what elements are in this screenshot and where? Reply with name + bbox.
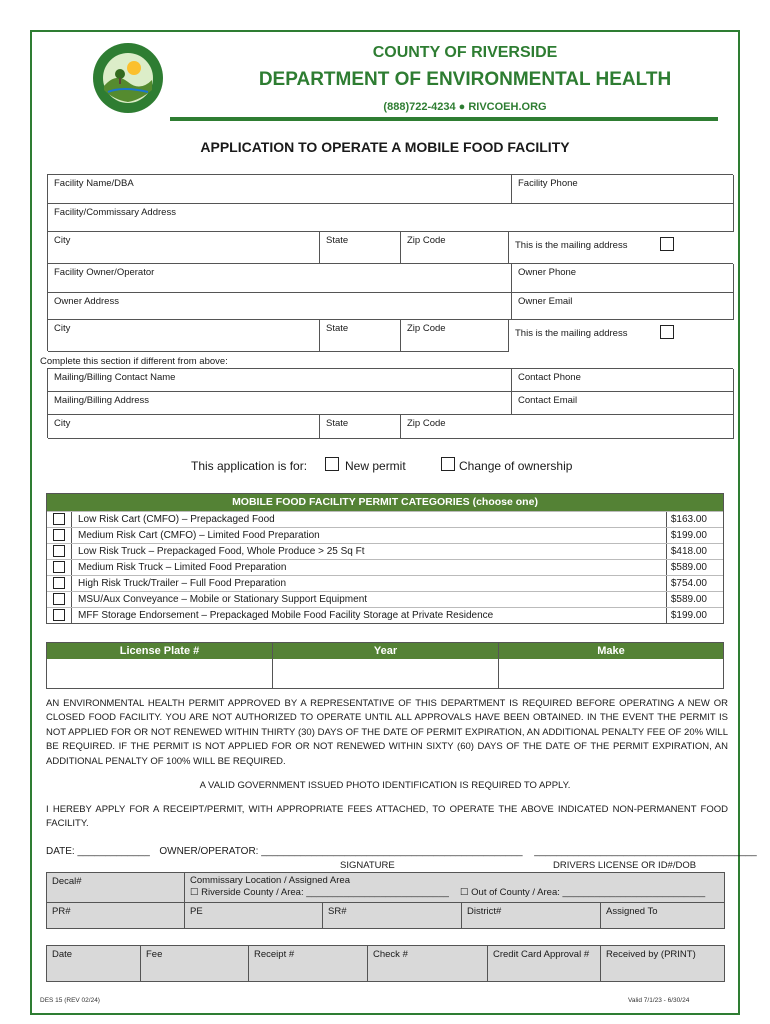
county-name: COUNTY OF RIVERSIDE [372, 44, 558, 61]
permit-category-checkbox[interactable] [53, 545, 65, 557]
owner-section [47, 263, 733, 351]
facility-city-field[interactable] [48, 232, 320, 264]
column-divider [71, 592, 72, 608]
owner-mailing-checkbox[interactable] [515, 328, 627, 339]
facility-city-label: City [54, 235, 71, 246]
facility-name-field[interactable] [48, 175, 512, 204]
payment-date-field[interactable] [47, 946, 141, 981]
fee-label: Fee [146, 949, 163, 960]
received-by-field[interactable] [601, 946, 724, 981]
signature-caption: SIGNATURE [340, 860, 395, 871]
facility-mailing-checkbox[interactable] [515, 240, 627, 251]
permit-category-row[interactable] [47, 511, 723, 527]
permit-category-fee: $163.00 [670, 514, 707, 525]
owner-signature-field[interactable]: OWNER/OPERATOR: _______________________________________________ [159, 846, 523, 857]
new-permit-checkbox[interactable] [325, 457, 339, 471]
fee-field[interactable] [141, 946, 249, 981]
commissary-label: Commissary Location / Assigned Area [190, 875, 350, 886]
column-divider [666, 512, 667, 528]
form-title: APPLICATION TO OPERATE A MOBILE FOOD FACILITY [200, 139, 570, 155]
facility-name-label: Facility Name/DBA [54, 178, 134, 189]
permit-category-fee: $199.00 [670, 530, 707, 541]
billing-address-field[interactable] [48, 392, 512, 415]
assigned-to-label: Assigned To [606, 906, 658, 917]
permit-category-checkbox[interactable] [53, 577, 65, 589]
permit-categories-table [46, 493, 724, 624]
column-divider [71, 512, 72, 528]
check-label: Check # [373, 949, 408, 960]
owner-zip-field[interactable] [401, 320, 509, 352]
payment-date-label: Date [52, 949, 73, 960]
permit-categories-header: MOBILE FOOD FACILITY PERMIT CATEGORIES (choose one) [47, 494, 723, 511]
billing-email-field[interactable] [512, 392, 734, 415]
billing-zip-field[interactable] [401, 415, 734, 439]
out-of-county-option[interactable]: ☐ Out of County / Area: ___________________________ [460, 887, 706, 898]
county-seal-logo [92, 42, 164, 114]
riverside-county-option[interactable]: ☐ Riverside County / Area: ___________________________ [190, 887, 449, 898]
column-divider [71, 576, 72, 592]
permit-category-label: MSU/Aux Conveyance – Mobile or Stationary Support Equipment [78, 594, 368, 605]
commissary-field[interactable] [185, 873, 724, 903]
signature-line [46, 846, 757, 857]
year-column[interactable] [273, 643, 499, 688]
permit-category-fee: $589.00 [670, 562, 707, 573]
sr-label: SR# [328, 906, 347, 917]
year-header: Year [273, 643, 498, 659]
owner-email-field[interactable] [512, 293, 734, 320]
facility-phone-label: Facility Phone [518, 178, 578, 189]
credit-card-field[interactable] [488, 946, 601, 981]
pe-label: PE [190, 906, 203, 917]
header-rule [170, 117, 718, 121]
owner-address-label: Owner Address [54, 296, 119, 307]
pr-field[interactable] [47, 903, 185, 928]
facility-zip-field[interactable] [401, 232, 509, 264]
owner-state-label: State [326, 323, 349, 334]
column-divider [71, 608, 72, 624]
facility-section [47, 174, 733, 263]
receipt-label: Receipt # [254, 949, 295, 960]
owner-name-field[interactable] [48, 264, 512, 293]
column-divider [71, 528, 72, 544]
billing-phone-field[interactable] [512, 369, 734, 392]
column-divider [666, 592, 667, 608]
pe-field[interactable] [185, 903, 323, 928]
district-label: District# [467, 906, 502, 917]
permit-category-checkbox[interactable] [53, 609, 65, 621]
column-divider [666, 560, 667, 576]
facility-mailing-box[interactable] [660, 237, 674, 251]
district-field[interactable] [462, 903, 601, 928]
billing-city-label: City [54, 418, 71, 429]
new-permit-label: New permit [345, 459, 406, 473]
permit-category-row[interactable] [47, 591, 723, 607]
change-ownership-label: Change of ownership [459, 459, 573, 473]
apply-statement: I HEREBY APPLY FOR A RECEIPT/PERMIT, WITH APPROPRIATE FEES ATTACHED, TO OPERATE THE ABOVE INDICATED NON-PERMANENT FOOD FACILITY. [46, 804, 728, 830]
license-plate-column[interactable] [47, 643, 273, 688]
make-column[interactable] [499, 643, 723, 688]
facility-zip-label: Zip Code [407, 235, 446, 246]
department-contact: (888)722-4234 ● RIVCOEH.ORG [383, 101, 547, 113]
column-divider [666, 544, 667, 560]
office-use-section [46, 872, 725, 929]
permit-category-row[interactable] [47, 559, 723, 575]
permit-category-fee: $754.00 [670, 578, 707, 589]
permit-category-label: Low Risk Cart (CMFO) – Prepackaged Food [78, 514, 275, 525]
facility-state-field[interactable] [320, 232, 401, 264]
permit-category-label: Medium Risk Truck – Limited Food Preparation [78, 562, 287, 573]
billing-city-field[interactable] [48, 415, 320, 439]
decal-label: Decal# [52, 876, 82, 887]
change-ownership-checkbox[interactable] [441, 457, 455, 471]
facility-state-label: State [326, 235, 349, 246]
license-id-field[interactable]: ________________________________________ [534, 846, 757, 857]
credit-card-label: Credit Card Approval # [493, 949, 590, 960]
license-caption: DRIVERS LICENSE OR ID#/DOB [553, 860, 697, 871]
owner-address-field[interactable] [48, 293, 512, 320]
billing-zip-label: Zip Code [407, 418, 446, 429]
facility-address-field[interactable] [48, 204, 734, 232]
permit-category-checkbox[interactable] [53, 593, 65, 605]
permit-category-checkbox[interactable] [53, 513, 65, 525]
pr-label: PR# [52, 906, 71, 917]
permit-category-label: MFF Storage Endorsement – Prepackaged Mobile Food Facility Storage at Private Residence [78, 610, 494, 621]
facility-phone-field[interactable] [512, 175, 734, 204]
id-notice: A VALID GOVERNMENT ISSUED PHOTO IDENTIFICATION IS REQUIRED TO APPLY. [199, 780, 571, 791]
received-by-label: Received by (PRINT) [606, 949, 696, 960]
permit-category-label: High Risk Truck/Trailer – Full Food Preparation [78, 578, 287, 589]
permit-category-row[interactable] [47, 527, 723, 543]
billing-section-note: Complete this section if different from above: [40, 356, 228, 367]
owner-name-label: Facility Owner/Operator [54, 267, 155, 278]
permit-category-label: Low Risk Truck – Prepackaged Food, Whole Produce > 25 Sq Ft [78, 546, 365, 557]
billing-state-label: State [326, 418, 349, 429]
owner-mailing-label: This is the mailing address [515, 328, 628, 339]
permit-category-checkbox[interactable] [53, 529, 65, 541]
owner-zip-label: Zip Code [407, 323, 446, 334]
facility-address-label: Facility/Commissary Address [54, 207, 176, 218]
receipt-field[interactable] [249, 946, 368, 981]
license-plate-header: License Plate # [47, 643, 272, 659]
decal-field[interactable] [47, 873, 185, 903]
department-name: DEPARTMENT OF ENVIRONMENTAL HEALTH [258, 69, 672, 90]
owner-state-field[interactable] [320, 320, 401, 352]
column-divider [666, 608, 667, 624]
billing-contact-label: Mailing/Billing Contact Name [54, 372, 176, 383]
column-divider [666, 576, 667, 592]
date-field[interactable]: DATE: _____________ [46, 846, 150, 857]
billing-section [47, 368, 733, 438]
valid-dates: Valid 7/1/23 - 6/30/24 [628, 997, 690, 1004]
application-type-label: This application is for: [191, 459, 308, 473]
owner-mailing-box[interactable] [660, 325, 674, 339]
billing-email-label: Contact Email [518, 395, 578, 406]
billing-contact-field[interactable] [48, 369, 512, 392]
column-divider [666, 528, 667, 544]
owner-city-field[interactable] [48, 320, 320, 352]
sr-field[interactable] [323, 903, 462, 928]
owner-phone-field[interactable] [512, 264, 734, 293]
check-field[interactable] [368, 946, 488, 981]
facility-mailing-label: This is the mailing address [515, 240, 628, 251]
make-header: Make [499, 643, 723, 659]
permit-category-row[interactable] [47, 607, 723, 623]
permit-category-checkbox[interactable] [53, 561, 65, 573]
permit-category-row[interactable] [47, 543, 723, 559]
owner-phone-label: Owner Phone [518, 267, 577, 278]
billing-state-field[interactable] [320, 415, 401, 439]
permit-category-fee: $589.00 [670, 594, 707, 605]
permit-category-label: Medium Risk Cart (CMFO) – Limited Food Preparation [78, 530, 320, 541]
owner-email-label: Owner Email [518, 296, 573, 307]
owner-city-label: City [54, 323, 71, 334]
permit-notice: AN ENVIRONMENTAL HEALTH PERMIT APPROVED BY A REPRESENTATIVE OF THIS DEPARTMENT IS REQUIRED BEFORE OPERATING A NEW OR CLOSED FOOD FACILITY. YOU ARE NOT AUTHORIZED TO OPERATE UNTIL ALL APPROVALS HAVE BEEN OBTAINED. IN THE EVENT THE PERMIT IS NOT APPLIED FOR OR NOT RENEWED WITHIN THIRTY (30) DAYS OF THE DATE OF PERMIT EXPIRATION, AN ADDITIONAL PENALTY FEE OF 20% WILL BE REQUIRED. IF THE PERMIT IS NOT APPLIED FOR OR NOT RENEWED WITHIN SIXTY (60) DAYS OF THE DATE OF THE PERMIT EXPIRATION, AN ADDITIONAL PENALTY OF 100% WILL BE REQUIRED. [46, 698, 728, 767]
assigned-to-field[interactable] [601, 903, 724, 928]
permit-category-fee: $418.00 [670, 546, 707, 557]
column-divider [71, 560, 72, 576]
form-number: DES 15 (REV 02/24) [40, 997, 100, 1004]
permit-category-row[interactable] [47, 575, 723, 591]
permit-categories-list [47, 511, 723, 623]
column-divider [71, 544, 72, 560]
billing-phone-label: Contact Phone [518, 372, 581, 383]
vehicle-info-table [46, 642, 724, 689]
permit-category-fee: $199.00 [670, 610, 707, 621]
billing-address-label: Mailing/Billing Address [54, 395, 150, 406]
payment-section [46, 945, 725, 982]
